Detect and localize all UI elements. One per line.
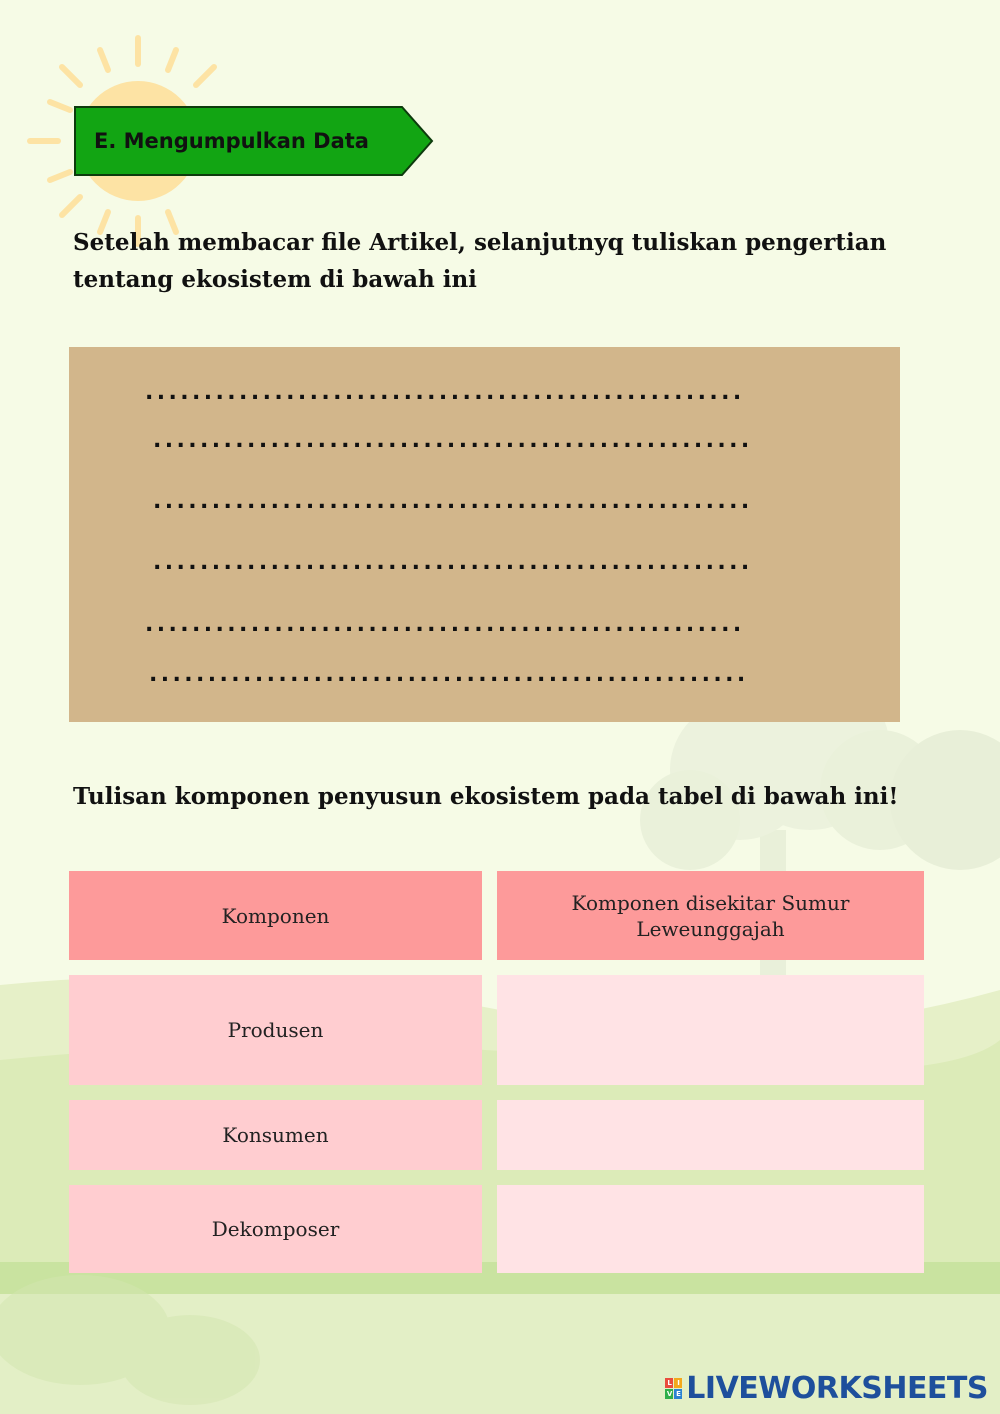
answer-dotted-line[interactable]: ...................................................	[153, 433, 753, 449]
table-instruction: Tulisan komponen penyusun ekosistem pada tabel di bawah ini!	[73, 783, 899, 810]
brand-icon-letter: I	[674, 1378, 682, 1388]
definition-instruction: Setelah membacar file Artikel, selanjutnyq tuliskan pengertian tentang ekosistem di bawah ini	[73, 229, 887, 293]
definition-answer-box[interactable]	[69, 347, 900, 722]
section-title: E. Mengumpulkan Data	[94, 129, 369, 153]
table-row-label-dekomposer: Dekomposer	[69, 1185, 482, 1273]
liveworksheets-logo-icon	[665, 1378, 682, 1399]
dekomposer-answer-field[interactable]	[497, 1185, 924, 1273]
answer-dotted-line[interactable]: ...................................................	[145, 385, 745, 401]
table-header-local-component: Komponen disekitar Sumur Leweunggajah	[497, 871, 924, 960]
answer-dotted-line[interactable]: ...................................................	[145, 617, 745, 633]
section-ribbon	[74, 106, 434, 176]
brand-icon-letter: E	[676, 1390, 681, 1398]
konsumen-answer-field[interactable]	[497, 1100, 924, 1170]
brand-icon-letter: L	[665, 1378, 673, 1388]
answer-dotted-line[interactable]: ...................................................	[149, 667, 749, 683]
table-row-label-produsen: Produsen	[69, 975, 482, 1085]
table-header-component: Komponen	[69, 871, 482, 960]
answer-dotted-line[interactable]: ...................................................	[153, 555, 753, 571]
table-row-label-konsumen: Konsumen	[69, 1100, 482, 1170]
produsen-answer-field[interactable]	[497, 975, 924, 1085]
answer-dotted-line[interactable]: ...................................................	[153, 494, 753, 510]
brand-name: LIVEWORKSHEETS	[686, 1371, 988, 1406]
brand-icon-letter: V	[666, 1390, 672, 1398]
liveworksheets-brand[interactable]	[665, 1371, 988, 1406]
